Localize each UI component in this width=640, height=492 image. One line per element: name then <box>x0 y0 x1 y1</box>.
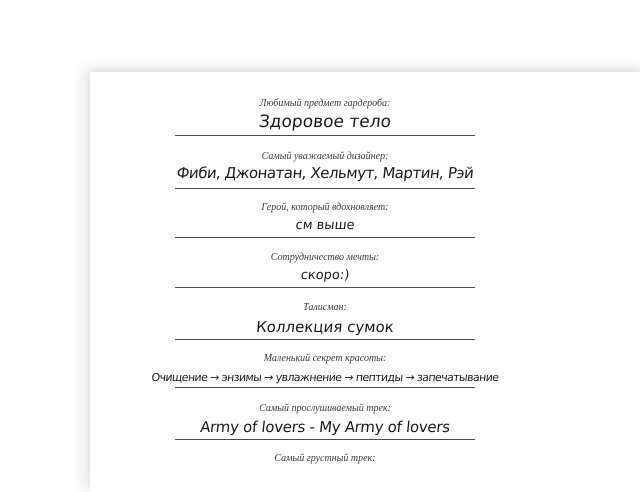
answer-line <box>175 439 475 440</box>
handwritten-answer: Фиби, Джонатан, Хельмут, Мартин, Рэй <box>175 164 475 182</box>
handwritten-answer: Очищение → энзимы → увлажнение → пептиды → запечатывание <box>150 371 500 384</box>
field-label: Сотрудничество мечты: <box>270 252 380 263</box>
answer-line <box>175 339 475 340</box>
answer-line <box>175 188 475 189</box>
answer-line <box>175 237 475 238</box>
field-label: Самый прослушиваемый трек: <box>259 403 391 414</box>
handwritten-answer: Army of lovers - My Army of lovers <box>199 418 451 436</box>
field-label: Маленький секрет красоты: <box>263 353 387 364</box>
answer-line <box>175 135 475 136</box>
field-label: Любимый предмет гардероба: <box>259 98 391 109</box>
handwritten-answer: скоро:) <box>299 268 351 283</box>
answer-line <box>175 387 475 388</box>
field-label: Герой, который вдохновляет: <box>261 202 389 213</box>
field-label: Талисман: <box>303 302 347 313</box>
handwritten-answer: Коллекция сумок <box>255 318 395 336</box>
field-label: Самый уважаемый дизайнер: <box>261 151 389 162</box>
handwritten-answer: Здоровое тело <box>257 112 393 132</box>
field-label: Самый грустный трек: <box>274 453 376 464</box>
handwritten-answer: см выше <box>294 218 356 233</box>
answer-line <box>175 287 475 288</box>
questionnaire-page <box>90 72 640 492</box>
